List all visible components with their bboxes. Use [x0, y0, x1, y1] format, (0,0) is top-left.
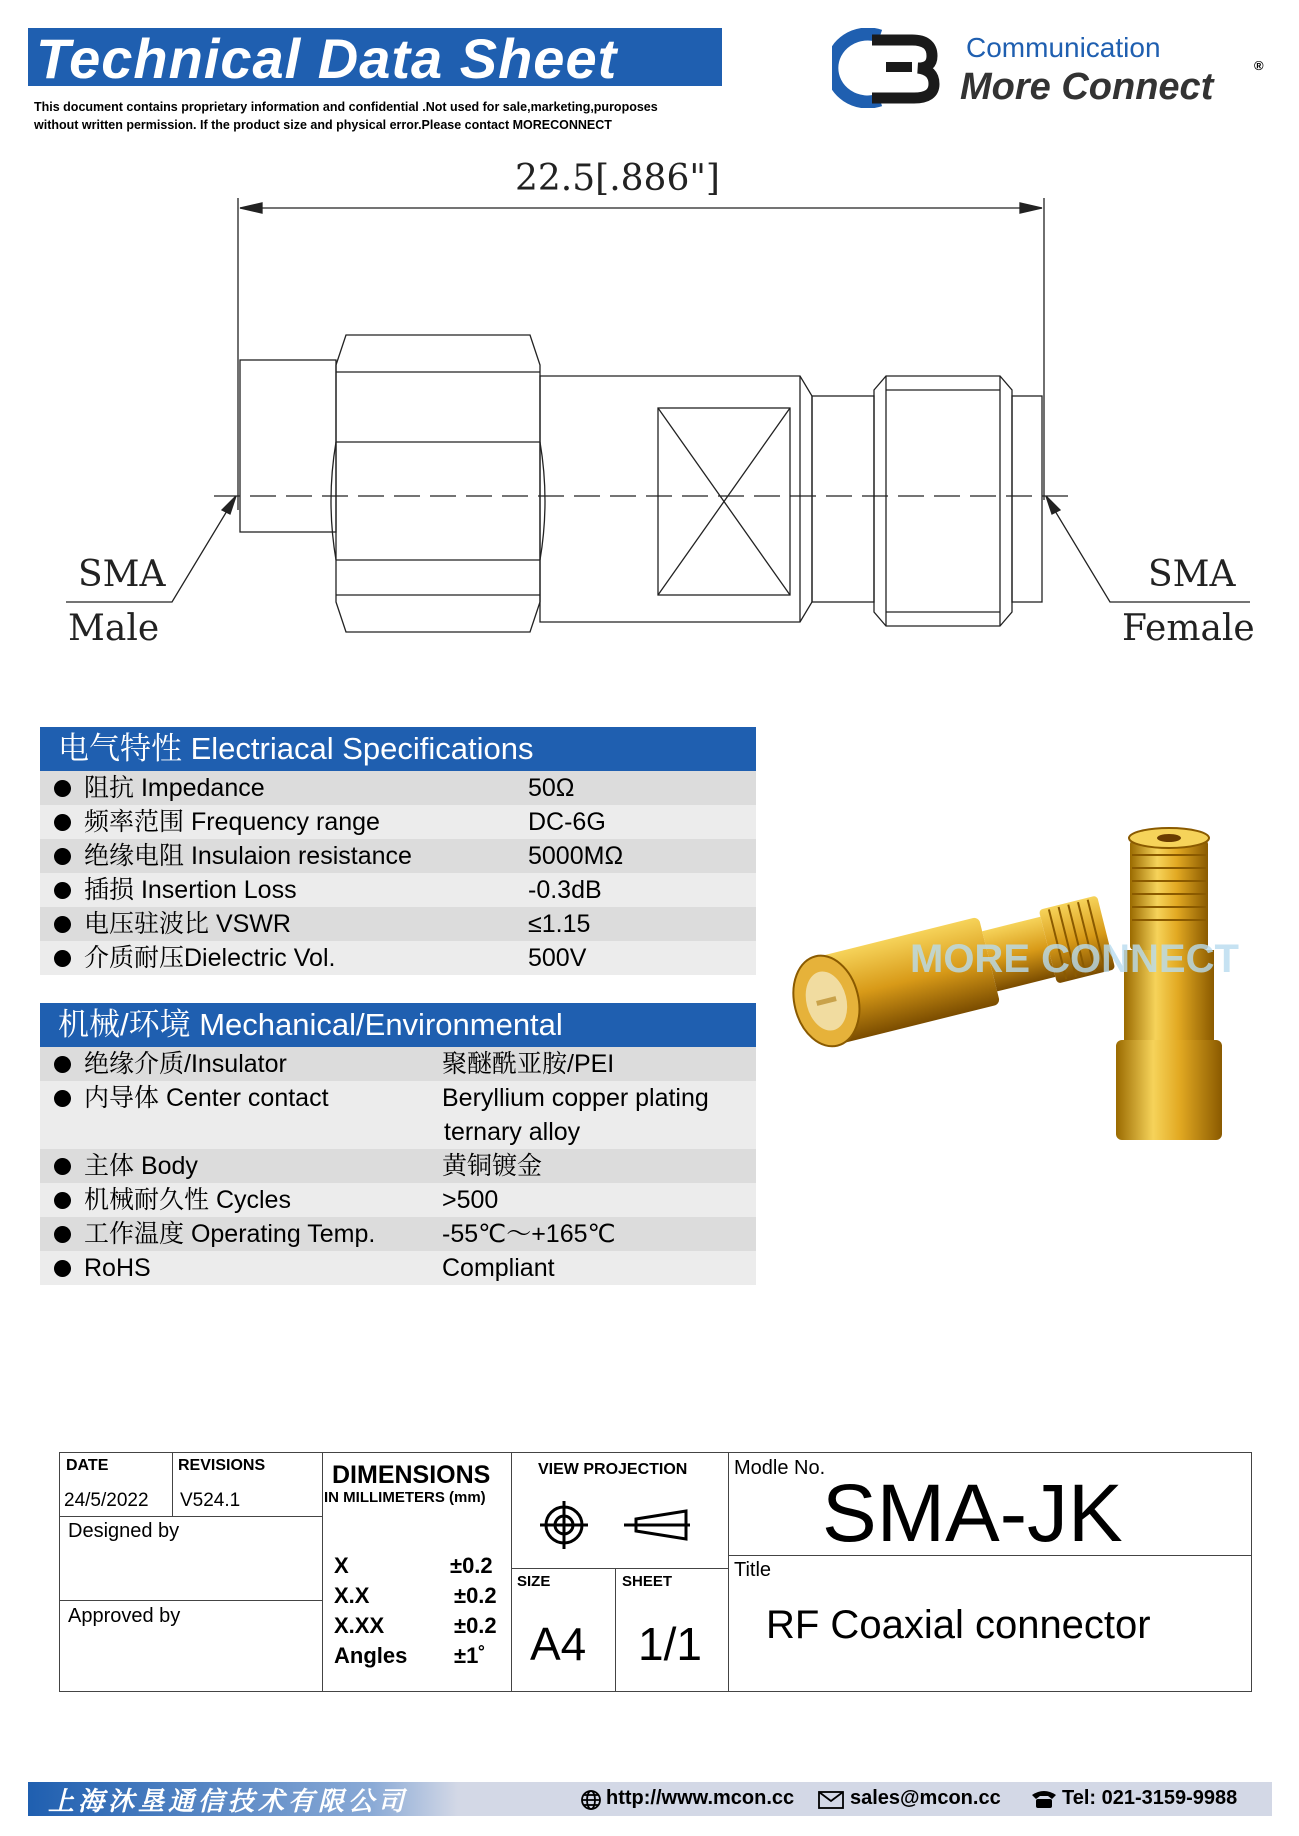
brand-name: More Connect — [960, 66, 1214, 108]
document-title: Technical Data Sheet — [36, 27, 618, 90]
spec-label: 主体 Body — [84, 1152, 198, 1180]
spec-row — [40, 1047, 756, 1081]
spec-value: -0.3dB — [528, 876, 602, 904]
dimensions-label: DIMENSIONS — [332, 1461, 491, 1489]
spec-row — [40, 1251, 756, 1285]
bullet-icon — [54, 814, 71, 831]
spec-row — [40, 805, 756, 839]
product-title: RF Coaxial connector — [766, 1603, 1151, 1647]
tolerance-name: X.X — [334, 1583, 370, 1608]
bullet-icon — [54, 1226, 71, 1243]
brand-tagline: Communication — [966, 32, 1161, 63]
website-link[interactable]: http://www.mcon.cc — [606, 1787, 795, 1809]
email-link[interactable]: sales@mcon.cc — [850, 1787, 1001, 1809]
size-label: SIZE — [517, 1573, 551, 1590]
spec-label: 频率范围 Frequency range — [84, 808, 380, 836]
view-projection-label: VIEW PROJECTION — [538, 1461, 688, 1478]
bullet-icon — [54, 780, 71, 797]
bullet-icon — [54, 1260, 71, 1277]
spec-row — [40, 1183, 756, 1217]
spec-label: 绝缘介质/Insulator — [84, 1050, 287, 1078]
spec-label: 电压驻波比 VSWR — [84, 910, 291, 938]
mail-icon — [818, 1791, 844, 1809]
sheet-value: 1/1 — [638, 1618, 702, 1670]
spec-value: 黄铜镀金 — [442, 1152, 543, 1180]
drawing-title-block — [59, 1452, 1252, 1692]
electrical-heading: 电气特性 Electriacal Specifications — [40, 727, 756, 771]
globe-icon — [580, 1789, 602, 1811]
disclaimer-line-2: without written permission. If the product size and physical error.Please contact MORECONNECT — [34, 118, 612, 132]
spec-value: 聚醚酰亚胺/PEI — [442, 1050, 615, 1078]
tolerance-value: ±0.2 — [450, 1553, 493, 1578]
spec-row — [40, 941, 756, 975]
overall-dimension: 22.5[.886"] — [515, 158, 720, 199]
tolerance-value: ±0.2 — [454, 1613, 497, 1638]
electrical-specifications — [40, 727, 756, 975]
spec-row — [40, 1081, 756, 1149]
left-connector-type: SMA — [78, 554, 166, 595]
date-value: 24/5/2022 — [64, 1490, 149, 1511]
tolerance-value: ±1˚ — [454, 1643, 486, 1668]
spec-value: >500 — [442, 1186, 499, 1214]
registered-mark: ® — [1254, 58, 1264, 73]
bullet-icon — [54, 950, 71, 967]
spec-label: RoHS — [84, 1254, 151, 1282]
product-photo — [760, 780, 1280, 1160]
spec-label: 插损 Insertion Loss — [84, 876, 297, 904]
telephone-icon — [1030, 1789, 1058, 1809]
spec-label: 介质耐压Dielectric Vol. — [84, 944, 336, 972]
spec-row — [40, 873, 756, 907]
bullet-icon — [54, 1158, 71, 1175]
spec-row — [40, 771, 756, 805]
spec-row — [40, 1149, 756, 1183]
spec-value: -55℃～+165℃ — [442, 1220, 616, 1248]
revisions-value: V524.1 — [180, 1490, 241, 1511]
bullet-icon — [54, 1090, 71, 1107]
mechanical-heading: 机械/环境 Mechanical/Environmental — [40, 1003, 756, 1047]
spec-label: 阻抗 Impedance — [84, 774, 265, 802]
spec-value: 500V — [528, 944, 587, 972]
bullet-icon — [54, 1192, 71, 1209]
tolerance-name: X.XX — [334, 1613, 385, 1638]
designed-by-label: Designed by — [68, 1520, 180, 1542]
spec-value: Compliant — [442, 1254, 555, 1282]
spec-value: 50Ω — [528, 774, 575, 802]
company-name: 上海沐垦通信技术有限公司 — [48, 1787, 409, 1817]
spec-label: 工作温度 Operating Temp. — [84, 1220, 376, 1248]
spec-value: DC-6G — [528, 808, 606, 836]
right-connector-gender: Female — [1122, 608, 1255, 649]
revisions-label: REVISIONS — [178, 1457, 266, 1474]
model-number-label: Modle No. — [734, 1457, 826, 1479]
company-logo — [832, 28, 942, 108]
dimensions-unit: IN MILLIMETERS (mm) — [324, 1489, 486, 1506]
disclaimer-line-1: This document contains proprietary information and confidential .Not used for sale,marketing,puroposes — [34, 100, 658, 114]
spec-value: 5000MΩ — [528, 842, 624, 870]
third-angle-projection-icon — [540, 1495, 700, 1555]
photo-watermark: MORE CONNECT — [910, 937, 1239, 981]
phone-number: Tel: 021-3159-9988 — [1062, 1787, 1238, 1809]
bullet-icon — [54, 1056, 71, 1073]
bullet-icon — [54, 848, 71, 865]
right-connector-type: SMA — [1148, 554, 1236, 595]
spec-value: Beryllium copper plating — [442, 1084, 709, 1112]
date-label: DATE — [66, 1457, 109, 1474]
title-label: Title — [734, 1559, 772, 1581]
spec-label: 内导体 Center contact — [84, 1084, 329, 1112]
spec-row — [40, 907, 756, 941]
spec-row — [40, 839, 756, 873]
bullet-icon — [54, 882, 71, 899]
spec-value: ≤1.15 — [528, 910, 591, 938]
sheet-label: SHEET — [622, 1573, 673, 1590]
bullet-icon — [54, 916, 71, 933]
tolerance-name: X — [334, 1553, 349, 1578]
approved-by-label: Approved by — [68, 1605, 181, 1627]
mechanical-specifications — [40, 1003, 756, 1285]
size-value: A4 — [530, 1618, 587, 1670]
tolerance-value: ±0.2 — [454, 1583, 497, 1608]
model-number-value: SMA-JK — [822, 1468, 1123, 1559]
confidentiality-notice — [34, 98, 754, 134]
spec-label: 绝缘电阻 Insulaion resistance — [84, 842, 412, 870]
left-connector-gender: Male — [68, 608, 160, 649]
spec-row — [40, 1217, 756, 1251]
spec-value-continued: ternary alloy — [444, 1118, 581, 1146]
tolerance-name: Angles — [334, 1643, 408, 1668]
spec-label: 机械耐久性 Cycles — [84, 1186, 291, 1214]
connector-drawing — [0, 150, 1299, 670]
